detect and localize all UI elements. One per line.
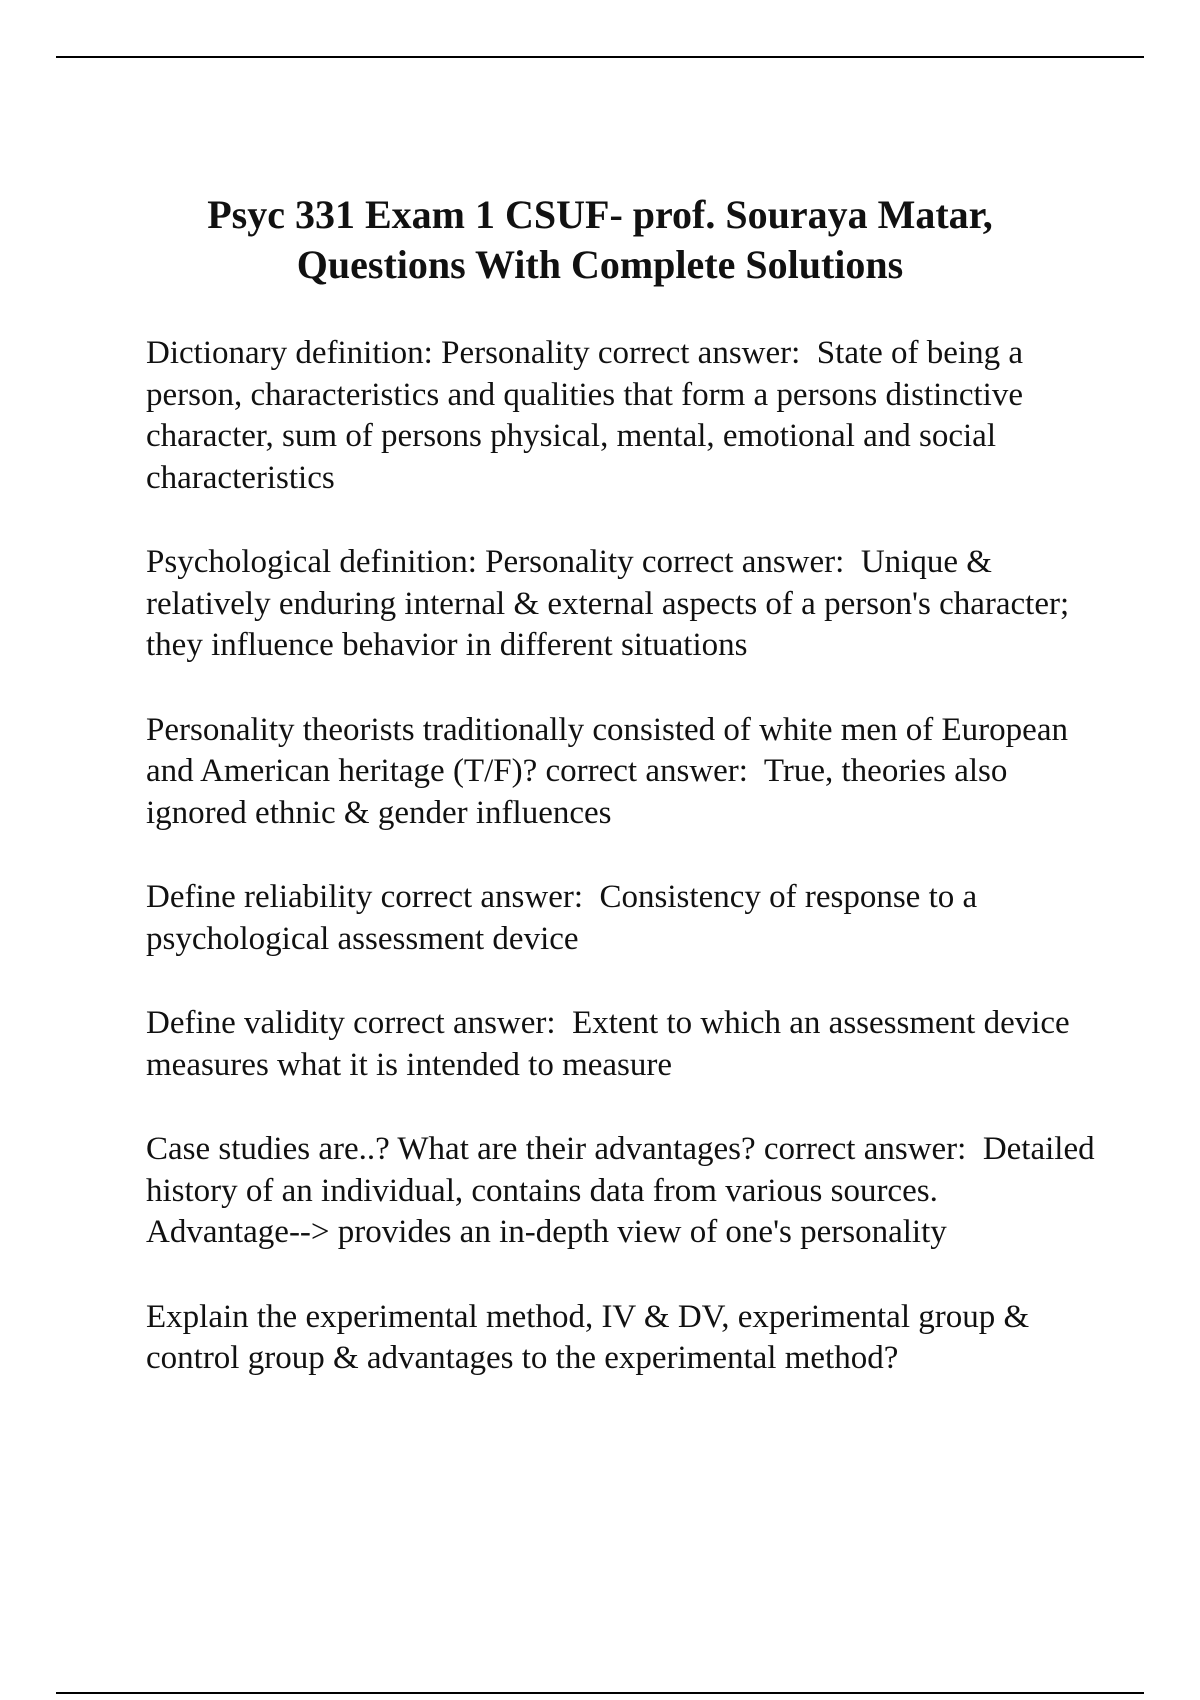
qa-item-experimental-method: Explain the experimental method, IV & DV, experimental group & control group & advantages to the experimental method? [146, 1298, 1038, 1376]
qa-item-validity: Define validity correct answer: Extent to which an assessment device measures what it is intended to measure [146, 1005, 1078, 1083]
qa-list [146, 333, 1103, 1423]
qa-item-psychological-definition: Psychological definition: Personality correct answer: Unique & relatively enduring internal & external aspects of a person's character; they influence behavior in different situations [146, 544, 1078, 663]
qa-item-dictionary-definition: Dictionary definition: Personality correct answer: State of being a person, characteristics and qualities that form a persons distinctive character, sum of persons physical, mental, emotional and social characteristics [146, 335, 1032, 496]
title-line-2: Questions With Complete Solutions [296, 242, 904, 287]
title-line-1: Psyc 331 Exam 1 CSUF- prof. Souraya Matar, [207, 192, 993, 237]
page-title [100, 190, 1100, 290]
footer-rule [56, 1692, 1144, 1694]
header-rule [56, 56, 1144, 58]
qa-item-case-studies: Case studies are..? What are their advantages? correct answer: Detailed history of an individual, contains data from various sources. Advantage--> provides an in-depth view of one's personality [146, 1131, 1103, 1250]
qa-item-personality-theorists: Personality theorists traditionally consisted of white men of European and American heritage (T/F)? correct answer: True, theories also ignored ethnic & gender influences [146, 711, 1077, 831]
qa-item-reliability: Define reliability correct answer: Consistency of response to a psychological assessment device [146, 879, 986, 957]
